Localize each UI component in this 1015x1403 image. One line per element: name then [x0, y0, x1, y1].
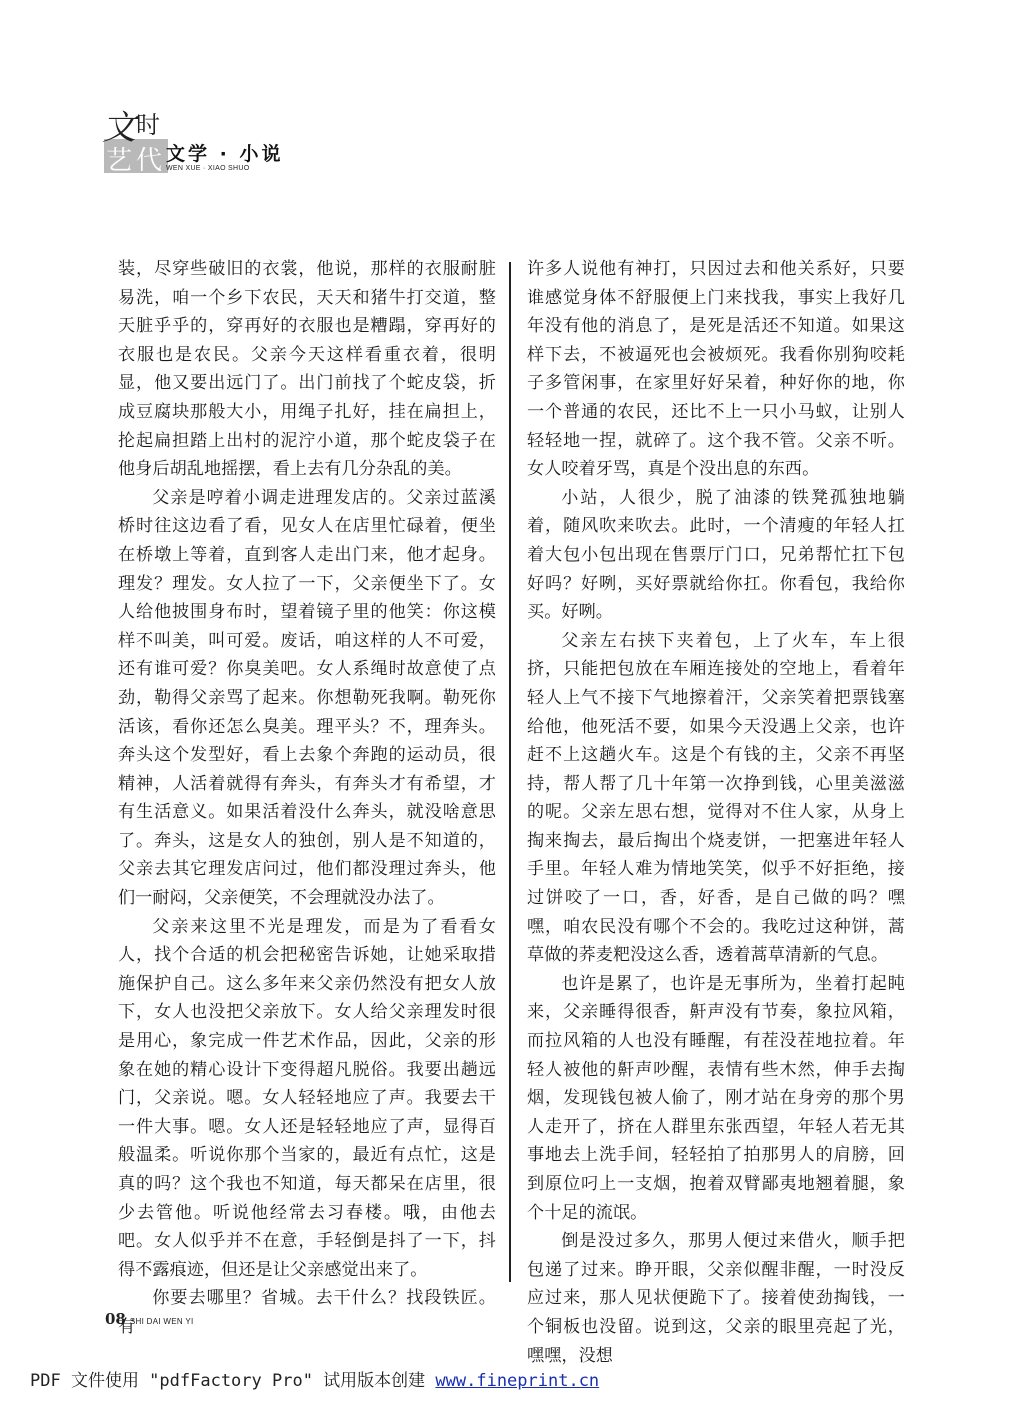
paragraph: 小站，人很少，脱了油漆的铁凳孤独地躺着，随风吹来吹去。此时，一个清瘦的年轻人扛着大包小包出现在售票厅门口，兄弟帮忙扛下包好吗？好咧，买好票就给你扛。你看包，我给你买。好咧。 [527, 487, 905, 623]
paragraph: 你要去哪里？省城。去干什么？找段铁匠。有 [118, 1288, 496, 1337]
column-divider [509, 262, 511, 1282]
page-number: 08 [105, 1310, 126, 1328]
svg-text:艺: 艺 [106, 146, 133, 175]
svg-text:代: 代 [136, 146, 163, 175]
section-title: 文学 · 小说 [166, 143, 284, 165]
paragraph: 倒是没过多久，那男人便过来借火，顺手把包递了过来。睁开眼，父亲似醒非醒，一时没反应过来，那人见状便跪下了。接着使劲掏钱，一个铜板也没留。说到这，父亲的眼里亮起了光，嘿嘿，没想 [527, 1231, 905, 1366]
magazine-name: SHI DAI WEN YI [129, 1317, 194, 1326]
section-subtitle: WEN XUE · XIAO SHUO [166, 165, 250, 172]
text-column-left [118, 255, 496, 1342]
svg-text:时: 时 [136, 111, 160, 139]
pdf-banner-text: PDF 文件使用 "pdfFactory Pro" 试用版本创建 [30, 1371, 436, 1391]
paragraph: 父亲左右挟下夹着包，上了火车，车上很挤，只能把包放在车厢连接处的空地上，看着年轻人上气不接下气地擦着汗，父亲笑着把票钱塞给他，他死活不要，如果今天没遇上父亲，也许赶不上这趟火车。这是个有钱的主，父亲不再坚持，帮人帮了几十年第一次挣到钱，心里美滋滋的呢。父亲左思右想，觉得对不住人家，从身上掏来掏去，最后掏出个烧麦饼，一把塞进年轻人手里。年轻人难为情地笑笑，似乎不好拒绝，接过饼咬了一口，香，好香，是自己做的吗？嘿嘿，咱农民没有哪个不会的。我吃过这种饼，蒿草做的荞麦粑没这么香，透着蒿草清新的气息。 [527, 630, 905, 966]
svg-text:文: 文 [102, 108, 136, 148]
pdf-banner [30, 1366, 599, 1391]
fineprint-link[interactable]: www.fineprint.cn [435, 1371, 600, 1391]
page-footer [105, 1310, 194, 1328]
paragraph: 也许是累了，也许是无事所为，坐着打起盹来，父亲睡得很香，鼾声没有节奏，象拉风箱，而拉风箱的人也没有睡醒，有茬没茬地拉着。年轻人被他的鼾声吵醒，表情有些木然，伸手去掏烟，发现钱包被人偷了，刚才站在身旁的那个男人走开了，挤在人群里东张西望，年轻人若无其事地去上洗手间，轻轻拍了拍那男人的肩膀，回到原位叼上一支烟，抱着双臂鄙夷地翘着腿，象个十足的流氓。 [527, 973, 905, 1223]
text-column-right [527, 255, 905, 1370]
paragraph: 许多人说他有神打，只因过去和他关系好，只要谁感觉身体不舒服便上门来找我，事实上我好几年没有他的消息了，是死是活还不知道。如果这样下去，不被逼死也会被烦死。我看你别狗咬耗子多管闲事，在家里好好呆着，种好你的地，你一个普通的农民，还比不上一只小马蚁，让别人轻轻地一捏，就碎了。这个我不管。父亲不听。女人咬着牙骂，真是个没出息的东西。 [527, 259, 905, 480]
paragraph: 装，尽穿些破旧的衣裳，他说，那样的衣服耐脏易洗，咱一个乡下农民，天天和猪牛打交道，整天脏乎乎的，穿再好的衣服也是糟蹋，穿再好的衣服也是农民。父亲今天这样看重衣着，很明显，他又要出远门了。出门前找了个蛇皮袋，折成豆腐块那般大小，用绳子扎好，挂在扁担上，抡起扁担踏上出村的泥泞小道，那个蛇皮袋子在他身后胡乱地摇摆，看上去有几分杂乱的美。 [118, 259, 496, 480]
paragraph: 父亲来这里不光是理发，而是为了看看女人，找个合适的机会把秘密告诉她，让她采取措施保护自己。这么多年来父亲仍然没有把女人放下，女人也没把父亲放下。女人给父亲理发时很是用心，象完成一件艺术作品，因此，父亲的形象在她的精心设计下变得超凡脱俗。我要出趟远门，父亲说。嗯。女人轻轻地应了声。我要去干一件大事。嗯。女人还是轻轻地应了声，显得百般温柔。听说你那个当家的，最近有点忙，这是真的吗？这个我也不知道，每天都呆在店里，很少去管他。听说他经常去习春楼。哦，由他去吧。女人似乎并不在意，手轻倒是抖了一下，抖得不露痕迹，但还是让父亲感觉出来了。 [118, 916, 496, 1280]
paragraph: 父亲是哼着小调走进理发店的。父亲过蓝溪桥时往这边看了看，见女人在店里忙碌着，便坐在桥墩上等着，直到客人走出门来，他才起身。理发？理发。女人拉了一下，父亲便坐下了。女人给他披围身布时，望着镜子里的他笑：你这模样不叫美，叫可爱。废话，咱这样的人不可爱，还有谁可爱？你臭美吧。女人系绳时故意使了点劲，勒得父亲骂了起来。你想勒死我啊。勒死你活该，看你还怎么臭美。理平头？不，理奔头。奔头这个发型好，看上去象个奔跑的运动员，很精神，人活着就得有奔头，有奔头才有希望，才有生活意义。如果活着没什么奔头，就没啥意思了。奔头，这是女人的独创，别人是不知道的，父亲去其它理发店问过，他们都没理过奔头，他们一耐闷，父亲便笑，不会理就没办法了。 [118, 487, 496, 909]
page-header [100, 105, 300, 180]
magazine-logo [100, 105, 170, 175]
